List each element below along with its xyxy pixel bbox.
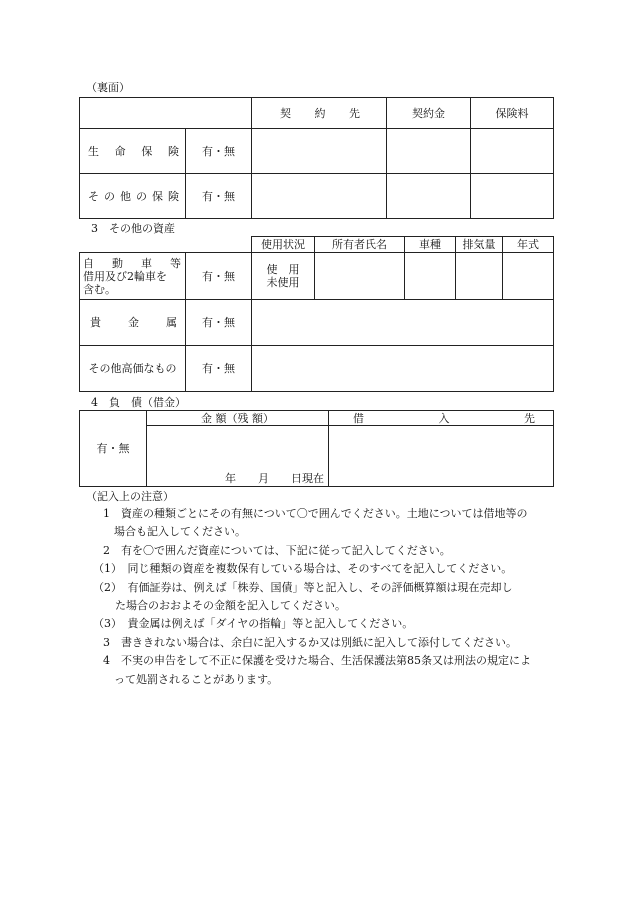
car-displacement-cell: [456, 253, 503, 300]
life-insurance-presence: 有・無: [186, 129, 252, 174]
car-label: [80, 253, 186, 300]
assets-header-usage: 使用状況: [252, 237, 315, 253]
debts-lender-header: 借 入 先: [329, 411, 554, 426]
car-usage-cell: [252, 253, 315, 300]
car-owner-cell: [315, 253, 405, 300]
debts-table: [79, 410, 554, 487]
debts-lender-cell: [329, 426, 554, 487]
car-label-line2: 借用及び2輪車を: [83, 269, 167, 283]
note-line: 1 資産の種類ごとにその有無について〇で囲んでください。土地については借地等の: [103, 507, 528, 520]
insurance-table: [79, 97, 554, 219]
debts-title: 4 負 債（借金）: [91, 396, 186, 409]
car-presence: 有・無: [186, 253, 252, 300]
debts-amount-cell: [147, 426, 329, 487]
precious-metal-detail-cell: [252, 300, 554, 346]
note-line: 4 不実の申告をして不正に保護を受けた場合、生活保護法第85条又は刑法の規定によ: [103, 654, 531, 668]
other-insurance-amount-cell: [387, 174, 471, 219]
assets-header-owner: 所有者氏名: [315, 237, 405, 253]
notes-list: [89, 505, 559, 689]
other-insurance-label: そ の 他 の 保 険: [80, 174, 186, 219]
insurance-header-amount: 契約金: [387, 98, 471, 129]
note-line: 場合も記入してください。: [103, 525, 246, 539]
debts-amount-header: 金 額（残 額）: [147, 411, 329, 426]
other-valuables-presence: 有・無: [186, 346, 252, 392]
insurance-header-premium: 保険料: [471, 98, 554, 129]
other-insurance-contractor-cell: [252, 174, 387, 219]
assets-header-blank: [80, 237, 252, 253]
note-line: って処罰されることがあります。: [103, 672, 279, 686]
other-assets-table: [79, 236, 554, 392]
precious-metal-presence: 有・無: [186, 300, 252, 346]
other-insurance-presence: 有・無: [186, 174, 252, 219]
assets-header-model: 車種: [405, 237, 456, 253]
other-insurance-premium-cell: [471, 174, 554, 219]
life-insurance-label: 生 命 保 険: [80, 129, 186, 174]
note-line: （2） 有価証券は、例えば「株券、国債」等と記入し、その評価概算額は現在売却し: [93, 580, 513, 594]
life-insurance-amount-cell: [387, 129, 471, 174]
debts-date-line: 年 月 日現在: [225, 472, 324, 485]
car-label-line1: 自 動 車 等: [83, 256, 181, 270]
note-line: 2 有を〇で囲んだ資産については、下記に従って記入してください。: [103, 543, 451, 557]
notes-title: （記入上の注意）: [86, 490, 174, 503]
note-line: た場合のおおよその金額を記入してください。: [93, 599, 346, 613]
note-line: （3） 貴金属は例えば「ダイヤの指輪」等と記入してください。: [93, 617, 414, 631]
debts-presence: 有・無: [80, 411, 147, 487]
reverse-side-label: （裏面）: [86, 81, 130, 94]
other-valuables-detail-cell: [252, 346, 554, 392]
car-usage-not-in-use: 未使用: [266, 276, 300, 289]
insurance-header-blank: [80, 98, 252, 129]
other-valuables-label: その他高価なもの: [80, 346, 186, 392]
car-model-cell: [405, 253, 456, 300]
assets-header-year: 年式: [503, 237, 554, 253]
car-usage-in-use: 使 用: [266, 263, 300, 276]
insurance-header-contractor: 契 約 先: [252, 98, 387, 129]
note-line: （1） 同じ種類の資産を複数保有している場合は、そのすべてを記入してください。: [93, 562, 513, 576]
precious-metal-label: 貴 金 属: [80, 300, 186, 346]
life-insurance-contractor-cell: [252, 129, 387, 174]
other-assets-title: 3 その他の資産: [91, 222, 175, 235]
assets-header-displacement: 排気量: [456, 237, 503, 253]
car-label-line3: 含む。: [83, 282, 116, 296]
life-insurance-premium-cell: [471, 129, 554, 174]
car-year-cell: [503, 253, 554, 300]
note-line: 3 書ききれない場合は、余白に記入するか又は別紙に記入して添付してください。: [103, 635, 517, 649]
